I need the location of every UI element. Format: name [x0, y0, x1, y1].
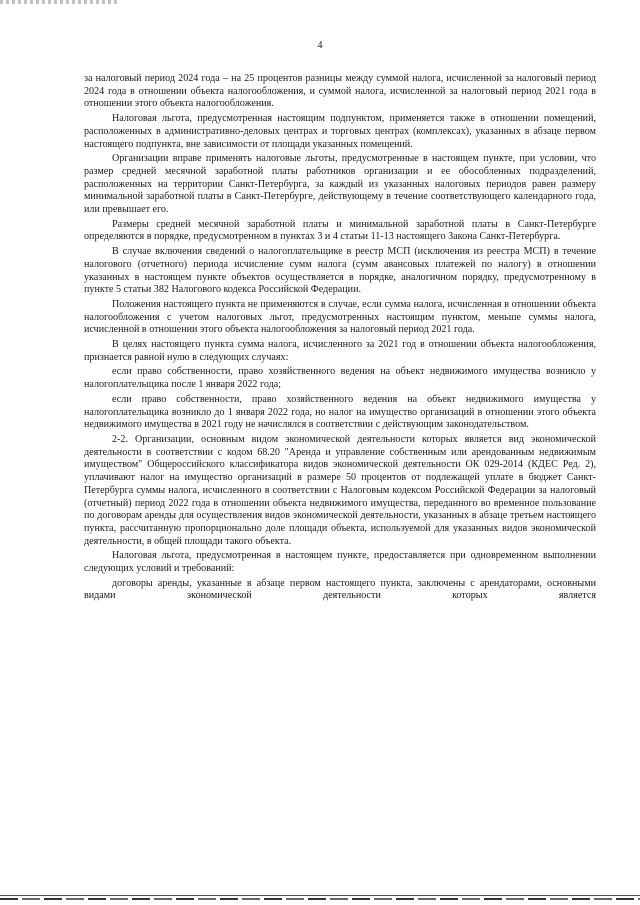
paragraph-continuation: за налоговый период 2024 года – на 25 процентов разницы между суммой налога, исчисленной за налоговый период 2024 года в отношении объекта налогообложения, и суммой налога, исчисленной за налоговый период 2021 года в отношении этого объекта налогообложения. [84, 73, 596, 110]
paragraph-salary-definition: Размеры средней месячной заработной платы и минимальной заработной платы в Санкт-Петербурге определяются в порядке, предусмотренном в пунктах 3 и 4 статьи 11-13 настоящего Закона Санкт-Петербурга. [84, 218, 596, 243]
page-number: 4 [317, 40, 323, 51]
scan-artifact-top [0, 0, 120, 4]
paragraph-conditions: Налоговая льгота, предусмотренная в настоящем пункте, предоставляется при одновременном выполнении следующих условий и требований: [84, 550, 596, 575]
scan-artifact-bottom [0, 895, 640, 901]
paragraph-section-2-2: 2-2. Организации, основным видом экономической деятельности которых является вид экономической деятельности в соответствии с кодом 68.20 "Аренда и управление собственным или арендованным недвижимым имуществом" Общероссийского классификатора видов экономической деятельности ОК 029-2014 (КДЕС Ред. 2), уплачивают налог на имущество организаций в размере 50 процентов от подлежащей уплате в бюджет Санкт-Петербурга суммы налога, исчисленного в соответствии с Налоговым кодексом Российской Федерации за налоговый (отчетный) период 2022 года в отношении объекта недвижимого имущества, переданного во временное пользование по договорам аренды для осуществления видов экономической деятельности, указанных в абзаце третьем настоящего пункта, рассчитанную пропорционально доле площади объекта, используемой для указанных видов экономической деятельности, в общей площади такого объекта. [84, 433, 596, 547]
paragraph-zero-tax: В целях настоящего пункта сумма налога, исчисленного за 2021 год в отношении объекта налогообложения, признается равной нулю в следующих случаях: [84, 339, 596, 363]
paragraph-case-after-2022: если право собственности, право хозяйственного ведения на объект недвижимого имущества возникло у налогоплательщика после 1 января 2022 года; [84, 366, 596, 391]
paragraph-applicability: Налоговая льгота, предусмотренная настоящим подпунктом, применяется также в отношении помещений, расположенных в административно-деловых центрах и торговых центрах (комплексах), указанных в абзаце первом настоящего подпункта, вне зависимости от площади указанных помещений. [84, 113, 596, 150]
paragraph-case-before-2022: если право собственности, право хозяйственного ведения на объект недвижимого имущества у налогоплательщика возникло до 1 января 2022 года, но налог на имущество организаций в отношении этого объекта недвижимого имущества в 2021 году не начислялся в соответствии с действующим законодательством. [84, 393, 596, 431]
document-body [84, 73, 596, 605]
paragraph-salary-condition: Организации вправе применять налоговые льготы, предусмотренные в настоящем пункте, при условии, что размер средней месячной заработной платы работников организации и ее обособленных подразделений, расположенных на территории Санкт-Петербурга, за каждый из указанных налоговых периодов равен размеру минимальной заработной платы в Санкт-Петербурге, действующему в течение соответствующего календарного года, или превышает его. [84, 153, 596, 216]
paragraph-msp-registry: В случае включения сведений о налогоплательщике в реестр МСП (исключения из реестра МСП) в течение налогового (отчетного) периода исчисление сумм налога (сумм авансовых платежей по налогу) в отношении указанных в настоящем пункте объектов осуществляется в порядке, аналогичном порядку, предусмотренному в пункте 5 статьи 382 Налогового кодекса Российской Федерации. [84, 246, 596, 296]
paragraph-exclusion: Положения настоящего пункта не применяются в случае, если сумма налога, исчисленная в отношении объекта налогообложения с учетом налоговых льгот, предусмотренных настоящим пунктом, меньше суммы налога, исчисленной в отношении этого объекта налогообложения за налоговый период 2021 года. [84, 298, 596, 336]
paragraph-lease-agreements: договоры аренды, указанные в абзаце первом настоящего пункта, заключены с арендаторами, основными видами экономической деятельности которых является [84, 577, 596, 602]
